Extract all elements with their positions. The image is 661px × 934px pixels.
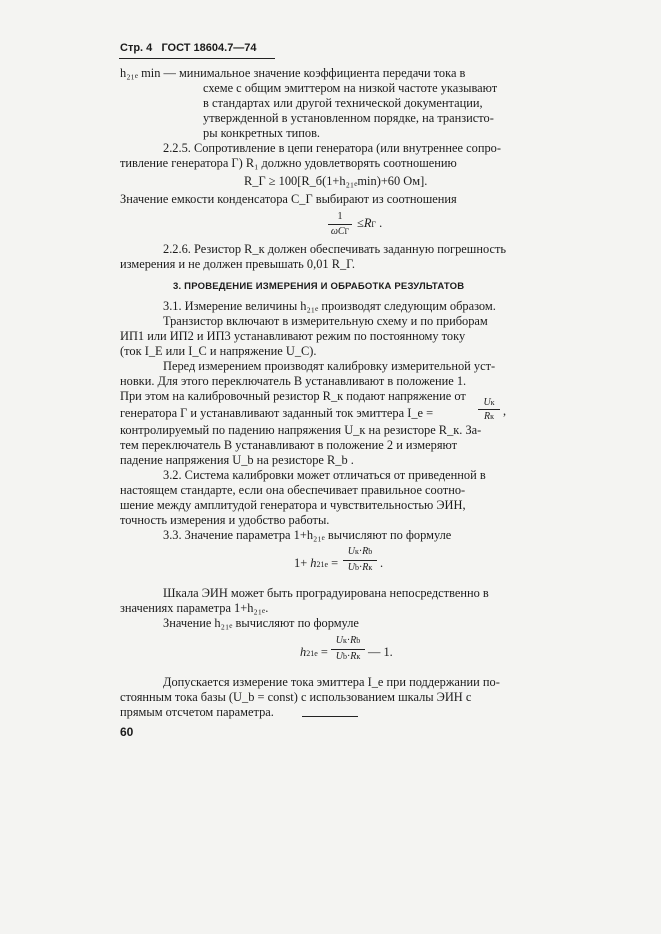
inline-fraction-numerator: Uк [483,397,495,408]
text-line: h₂₁ₑ min — минимальное значение коэффициента передачи тока в [120,66,466,80]
formula-lhs: h21e = [300,645,328,659]
text-line: шение между амплитудой генератора и чувствительностью ЭИН, [120,498,466,512]
text-line: 3.3. Значение параметра 1+h₂₁ₑ вычисляют по формуле [163,528,452,542]
text-line: ИП1 или ИП2 и ИП3 устанавливают режим по постоянному току [120,329,466,343]
text-line: в стандартах или другой технической документации, [203,96,483,110]
section-heading: 3. ПРОВЕДЕНИЕ ИЗМЕРЕНИЯ И ОБРАБОТКА РЕЗУЛЬТАТОВ [173,281,465,292]
page-number: 60 [120,725,134,739]
text-line: тем переключатель В устанавливают в положение 2 и измеряют [120,438,458,452]
text-line: контролируемый по падению напряжения U_к на резисторе R_к. За- [120,423,482,437]
end-rule [302,716,358,717]
text-line: 2.2.6. Резистор R_к должен обеспечивать заданную погрешность [163,242,507,256]
text-line: настоящем стандарте, если она обеспечивает правильное соотно- [120,483,466,497]
fraction-line [478,409,500,410]
text-line: стоянным тока базы (U_b = const) с использованием шкалы ЭИН с [120,690,472,704]
header-rule [119,58,275,59]
text-line: При этом на калибровочный резистор R_к подают напряжение от [120,389,466,403]
text-line: новки. Для этого переключатель В устанавливают в положение 1. [120,374,467,388]
text-line: значениях параметра 1+h₂₁ₑ. [120,601,269,615]
formula-end: . [380,556,384,570]
formula-end: — 1. [368,645,393,659]
text-line: 3.1. Измерение величины h₂₁ₑ производят следующим образом. [163,299,496,313]
formula-denominator: Ub·Rк [335,651,361,662]
page-header [120,42,257,54]
text-line: падение напряжения U_b на резисторе R_b . [120,453,354,467]
text-line: ры конкретных типов. [203,126,321,140]
text-line: Значение h₂₁ₑ вычисляют по формуле [163,616,359,630]
text-line: тивление генератора Г) R₁ должно удовлетворять соотношению [120,156,457,170]
fraction-line [343,560,377,561]
formula-numerator: Uк·Rb [335,635,361,646]
text-line: Значение емкости конденсатора C_Г выбирают из соотношения [120,192,457,206]
page-label: Стр. 4 [120,42,153,54]
text-line: точность измерения и удобство работы. [120,513,330,527]
fraction-line [328,224,352,225]
formula-rg: R_Г ≥ 100[R_б(1+h₂₁ₑmin)+60 Ом]. [244,174,428,188]
formula-denominator: ωCГ [330,226,350,237]
text-line: Транзистор включают в измерительную схему и по приборам [163,314,488,328]
text-line: 2.2.5. Сопротивление в цепи генератора (или внутреннее сопро- [163,141,501,155]
text-line: схеме с общим эмиттером на низкой частоте указывают [203,81,498,95]
text-line: (ток I_E или I_C и напряжение U_C). [120,344,317,358]
text-line: 3.2. Система калибровки может отличаться от приведенной в [163,468,486,482]
standard-number: ГОСТ 18604.7—74 [161,42,257,54]
formula-numerator: 1 [337,211,343,222]
text-line: утвержденной в установленном порядке, на транзисто- [203,111,494,125]
text-line: прямым отсчетом параметра. [120,705,274,719]
comma: , [503,404,507,418]
fraction-line [331,649,365,650]
formula-numerator: Uк·Rb [347,546,373,557]
text-line: Допускается измерение тока эмиттера I_e при поддержании по- [163,675,500,689]
text-line: Перед измерением производят калибровку измерительной уст- [163,359,496,373]
formula-denominator: Ub·Rк [347,562,373,573]
text-line: Шкала ЭИН может быть проградуирована непосредственно в [163,586,489,600]
inline-fraction-denominator: Rк [484,411,494,422]
text-line: измерения и не должен превышать 0,01 R_Г. [120,257,356,271]
formula-lhs: 1+ h21e = [294,556,339,570]
formula-rhs: ≤RГ . [357,216,383,230]
text-line: генератора Г и устанавливают заданный ток эмиттера I_e = [120,406,434,420]
